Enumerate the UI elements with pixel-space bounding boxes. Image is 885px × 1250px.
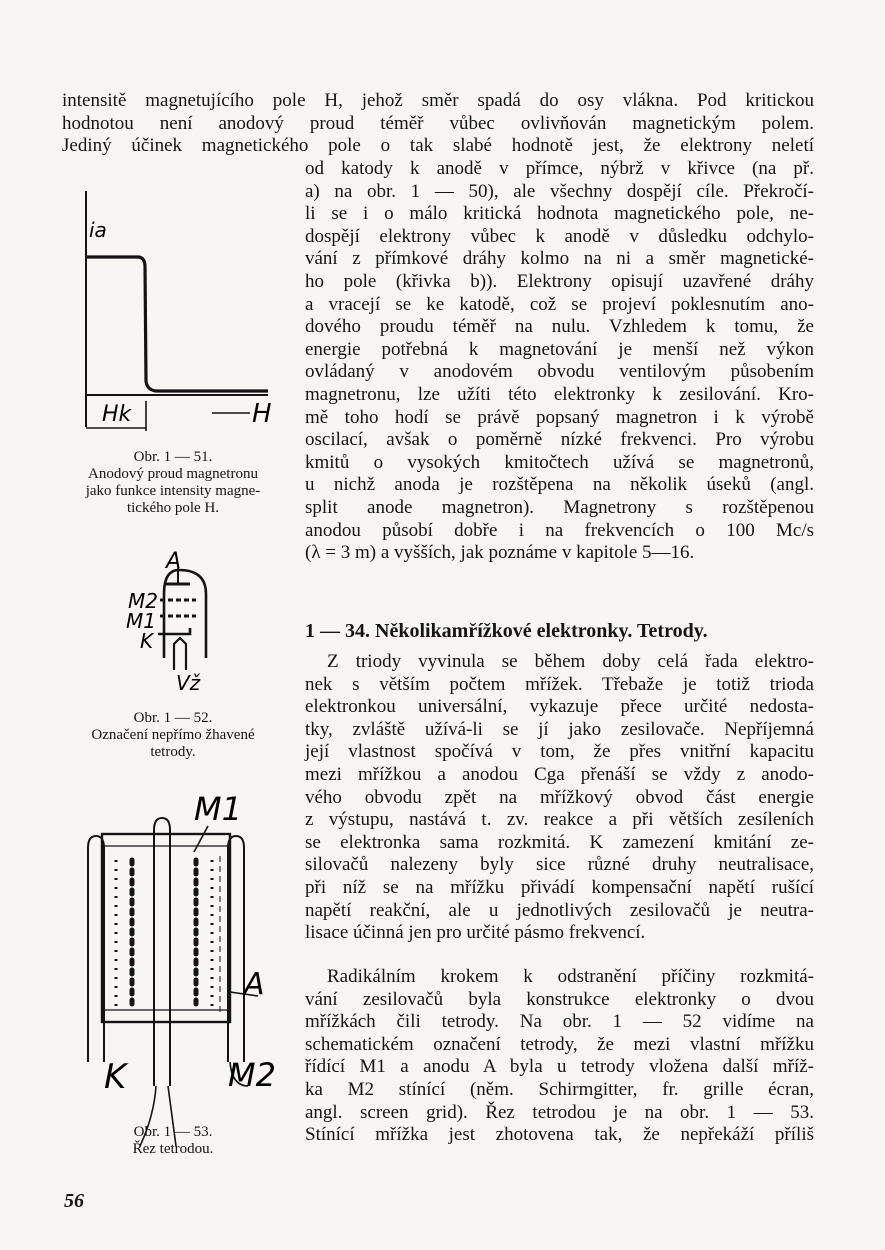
text-line: silovačů nalezeny byly sice různé druhy neutralisace, bbox=[305, 854, 814, 876]
text-line: řídící M1 a anodu A byla u tetrody vložena další mříž- bbox=[305, 1056, 814, 1078]
text-line: Jediný účinek magnetického pole o tak slabé hodnotě jest, že elektrony neletí bbox=[62, 135, 814, 157]
text-line: magnetronu, lze užíti této elektronky k zesilování. Kro- bbox=[305, 383, 814, 405]
text-line: lisace účinná jen pro určité pásmo frekvencí. bbox=[305, 922, 646, 944]
text-line: intensitě magnetujícího pole H, jehož směr spadá do osy vlákna. Pod kritickou bbox=[62, 90, 814, 111]
ia-label: ia bbox=[89, 218, 107, 242]
tetrode-intro-paragraph bbox=[305, 651, 814, 945]
text-line: Z triody vyvinula se během doby celá řada elektro- bbox=[327, 651, 814, 672]
control-grid-label: M1 bbox=[126, 609, 156, 633]
text-line: ka M2 stínící (něm. Schirmgitter, fr. grille écran, bbox=[305, 1078, 814, 1100]
figure-53-caption bbox=[52, 1124, 294, 1158]
text-line: a vracejí se ke katodě, což se projeví poklesnutím ano- bbox=[305, 293, 814, 315]
cathode-label: K bbox=[140, 629, 154, 653]
text-line: dospějí elektrony vůbec k anodě v důsledku odchylo- bbox=[305, 225, 814, 247]
anode-label: A bbox=[166, 549, 182, 574]
text-line: li se i o málo kritická hodnota magnetického pole, ne- bbox=[305, 203, 814, 225]
text-line: u nichž anoda je rozštěpena na několik úseků (angl. bbox=[305, 474, 814, 496]
heater-label: Vž bbox=[176, 671, 201, 695]
text-line: tky, zvláště užívá-li se jí jako zesilovače. Nepříjemná bbox=[305, 718, 814, 740]
caption-title: Obr. 1 — 52. bbox=[133, 710, 213, 726]
text-line: od katody k anodě v přímce, nýbrž v křivce (na př. bbox=[305, 158, 814, 179]
text-line: schematickém označení tetrody, že mezi vlastní mřížku bbox=[305, 1033, 814, 1055]
anode-label: A bbox=[244, 967, 265, 1002]
screen-grid-label: M2 bbox=[228, 1056, 276, 1094]
caption-line: jako funkce intensity magne- bbox=[85, 483, 261, 499]
h-label: H bbox=[252, 399, 272, 429]
text-line: mezi mřížkou a anodou Cga přenáší se vždy z anodo- bbox=[305, 763, 814, 785]
text-line: anodou působí dobře i na frekvencích o 100 Mc/s bbox=[305, 519, 814, 541]
text-line: elektronkou universální, vykazuje přece určité nedosta- bbox=[305, 696, 814, 718]
text-line: se elektronka sama rozkmitá. K zamezení kmitání ze- bbox=[305, 831, 814, 853]
caption-line: Označení nepřímo žhavené bbox=[91, 727, 255, 743]
text-line: nek s větším počtem mřížek. Třebaže je totiž trioda bbox=[305, 673, 814, 695]
text-line: dového proudu téměř na nulu. Vzhledem k tomu, že bbox=[305, 316, 814, 338]
anode-plate bbox=[102, 834, 230, 1022]
figure-52-caption bbox=[52, 710, 294, 761]
caption-title: Obr. 1 — 53. bbox=[133, 1124, 213, 1140]
text-line: oscilací, avšak o poměrně nízké frekvenci. Pro výrobu bbox=[305, 429, 814, 451]
figure-tetrode-cross-section bbox=[80, 786, 280, 1106]
text-line: ho pole (křivka b)). Elektrony opisují uzavřené dráhy bbox=[305, 270, 814, 292]
magnetron-paragraph bbox=[305, 158, 814, 565]
text-line: její vlastnost spočívá v tom, že přes vnitřní kapacitu bbox=[305, 741, 814, 763]
screen-grid-label: M2 bbox=[128, 589, 158, 613]
control-grid-label: M1 bbox=[194, 790, 242, 828]
page-number: 56 bbox=[64, 1190, 84, 1212]
text-line: split anode magnetron). Magnetrony s rozštěpenou bbox=[305, 496, 814, 518]
text-line: Stínící mřížka jest zhotovena tak, že nepřekáží příliš bbox=[305, 1124, 814, 1146]
caption-line: tického pole H. bbox=[126, 500, 220, 516]
text-line: vání z přímkové dráhy kolmo na ni a směr magnetické- bbox=[305, 248, 814, 270]
text-line: mřížkách čili tetrody. Na obr. 1 — 52 vidíme na bbox=[305, 1011, 814, 1033]
cathode-label: K bbox=[104, 1057, 127, 1097]
text-line: napětí reakční, ale u jednotlivých zesilovačů je neutra- bbox=[305, 899, 814, 921]
caption-line: tetrody. bbox=[150, 744, 196, 760]
hk-label: Hk bbox=[102, 402, 132, 427]
text-line: mě toho hodí se právě popsaný magnetron i k výrobě bbox=[305, 406, 814, 428]
caption-title: Obr. 1 — 51. bbox=[133, 449, 213, 465]
figure-tetrode-symbol bbox=[110, 548, 230, 703]
text-line: kmitů o vysokých kmitočtech užívá se magnetronů, bbox=[305, 451, 814, 473]
text-line: angl. screen grid). Řez tetrodou je na obr. 1 — 53. bbox=[305, 1101, 814, 1123]
current-curve bbox=[86, 257, 268, 391]
text-line: Radikálním krokem k odstranění příčiny rozkmitá- bbox=[327, 966, 814, 987]
grid-support-rod bbox=[154, 818, 170, 1086]
m1-pointer bbox=[194, 826, 208, 852]
caption-line: Řez tetrodou. bbox=[132, 1141, 214, 1157]
figure-anode-current-graph bbox=[62, 185, 292, 435]
text-line: z výstupu, nastává t. zv. reakce a při větších zesíleních bbox=[305, 809, 814, 831]
text-line: vého obvodu zpět na mřížkový obvod část energie bbox=[305, 786, 814, 808]
text-line: energie potřebná k magnetování je menší než výkon bbox=[305, 338, 814, 360]
text-line: (λ = 3 m) a vyšších, jak poznáme v kapitole 5—16. bbox=[305, 542, 695, 564]
text-line: ovládaný v anodovém obvodu ventilovým působením bbox=[305, 361, 814, 383]
section-heading: 1 — 34. Několikamřížkové elektronky. Tetrody. bbox=[305, 620, 708, 642]
text-line: a) na obr. 1 — 50), ale všechny dospějí cíle. Překročí- bbox=[305, 180, 814, 202]
figure-51-caption bbox=[52, 449, 294, 517]
text-line: vání zesilovačů byla konstrukce elektronky o dvou bbox=[305, 988, 814, 1010]
intro-paragraph bbox=[62, 90, 814, 158]
heater-filament bbox=[174, 638, 186, 670]
text-line: hodnotou není anodový proud téměř vůbec ovlivňován magnetickým polem. bbox=[62, 112, 814, 134]
text-line: při níž se na mřížku přivádí kompensační napětí rušící bbox=[305, 876, 814, 898]
tetrode-construction-paragraph bbox=[305, 966, 814, 1147]
caption-line: Anodový proud magnetronu bbox=[88, 466, 258, 482]
